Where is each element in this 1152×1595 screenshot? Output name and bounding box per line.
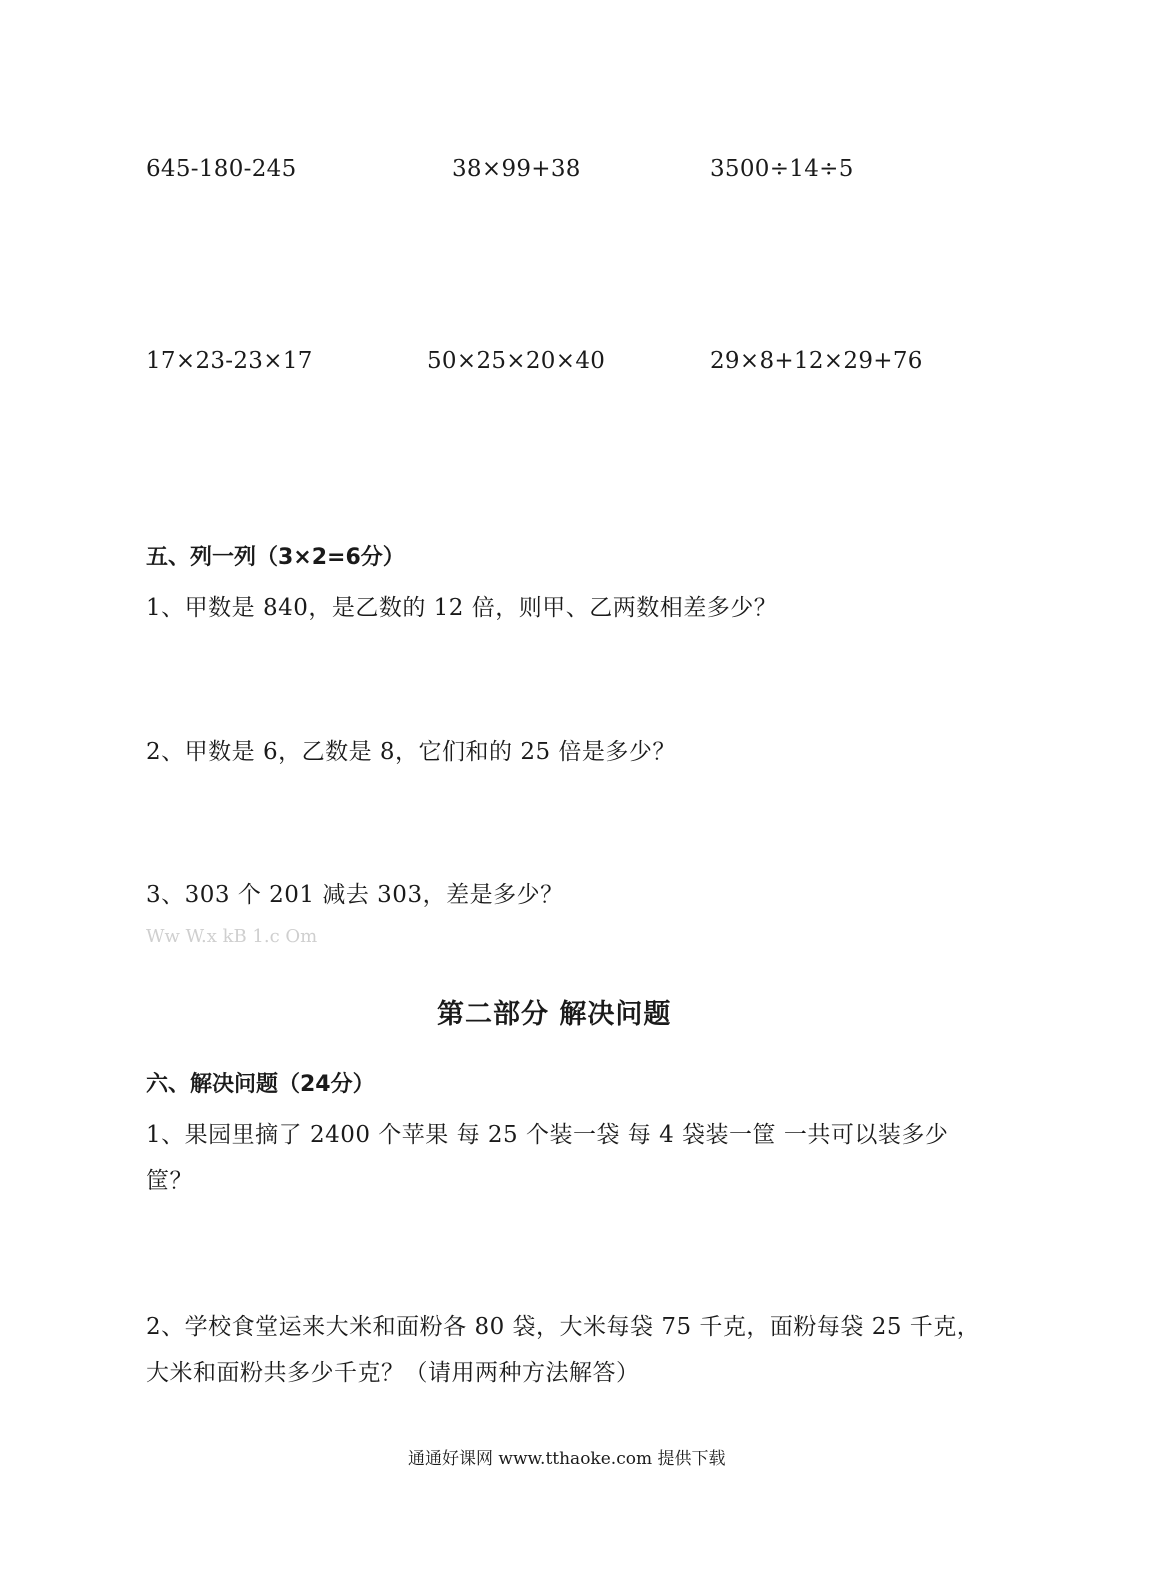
part-title: 第二部分 解决问题 — [437, 999, 672, 1030]
watermark-text: Ww W.x kB 1.c Om — [146, 926, 318, 947]
section-heading: 六、解决问题（24分） — [146, 1072, 375, 1097]
calc-expression: 50×25×20×40 — [427, 348, 606, 374]
question-text: 3、303 个 201 减去 303，差是多少？ — [146, 882, 564, 908]
page-footer: 通通好课网 www.tthaoke.com 提供下载 — [408, 1449, 726, 1469]
calc-expression: 645-180-245 — [146, 156, 297, 182]
calc-expression: 38×99+38 — [452, 156, 581, 182]
question-text: 1、甲数是 840，是乙数的 12 倍，则甲、乙两数相差多少？ — [146, 595, 778, 621]
section-heading: 五、列一列（3×2=6分） — [146, 545, 405, 570]
calc-expression: 3500÷14÷5 — [710, 156, 854, 182]
calc-expression: 29×8+12×29+76 — [710, 348, 923, 374]
question-text: 筐？ — [146, 1168, 193, 1194]
question-text: 2、学校食堂运来大米和面粉各 80 袋，大米每袋 75 千克，面粉每袋 25 千克， — [146, 1314, 981, 1340]
calc-expression: 17×23-23×17 — [146, 348, 313, 374]
question-text: 大米和面粉共多少千克？（请用两种方法解答） — [146, 1360, 640, 1386]
question-text: 1、果园里摘了 2400 个苹果 每 25 个装一袋 每 4 袋装一筐 一共可以装多少 — [146, 1122, 949, 1148]
question-text: 2、甲数是 6，乙数是 8，它们和的 25 倍是多少？ — [146, 739, 676, 765]
